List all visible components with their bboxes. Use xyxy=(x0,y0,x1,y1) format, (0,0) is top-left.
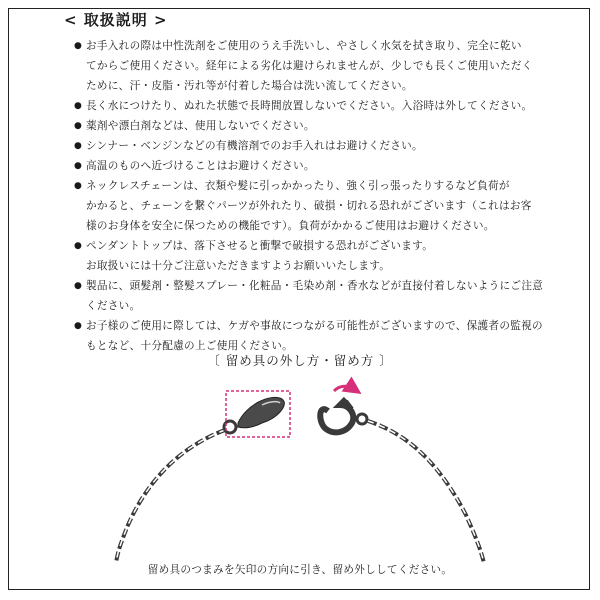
instruction-line: てからご使用ください。経年による劣化は避けられませんが、少しでも長くご使用いただく xyxy=(86,60,533,72)
clasp-heading: 〔 留め具の外し方・留め方 〕 xyxy=(207,353,393,368)
instruction-item xyxy=(74,236,544,276)
clasp-illustration xyxy=(0,375,600,565)
page-title: < 取扱説明 > xyxy=(64,11,168,29)
bullet-icon: ● xyxy=(74,181,83,191)
arrow-icon xyxy=(334,386,354,391)
instruction-line: 薬剤や漂白剤などは、使用しないでください。 xyxy=(86,120,315,132)
instruction-line: ペンダントトップは、落下させると衝撃で破損する恐れがございます。 xyxy=(86,240,434,252)
bullet-icon: ● xyxy=(74,241,83,251)
bullet-icon: ● xyxy=(74,321,83,331)
bullet-icon: ● xyxy=(74,121,83,131)
instruction-line: ために、汗・皮脂・汚れ等が付着した場合は洗い流してください。 xyxy=(86,80,413,92)
instruction-line: お取扱いには十分ご注意いただきますようお願いいたします。 xyxy=(86,260,391,272)
instruction-item xyxy=(74,136,544,156)
instruction-line: ください。 xyxy=(86,300,141,312)
bullet-icon: ● xyxy=(74,41,83,51)
instruction-item xyxy=(74,116,544,136)
instruction-item xyxy=(74,176,544,236)
instruction-line: 高温のものへ近づけることはお避けください。 xyxy=(86,160,315,172)
right-clasp xyxy=(320,399,367,432)
instruction-item xyxy=(74,316,544,356)
instruction-line: 長く水につけたり、ぬれた状態で長時間放置しないでください。入浴時は外してください。 xyxy=(86,100,533,112)
instruction-line: かかると、チェーンを繋ぐパーツが外れたり、破損・切れる恐れがございます（これはお客 xyxy=(86,200,532,212)
instruction-line: 製品に、頭髪剤・整髪スプレー・化粧品・毛染め剤・香水などが直接付着しないようにご注意 xyxy=(86,280,544,292)
bullet-icon: ● xyxy=(74,101,83,111)
bullet-icon: ● xyxy=(74,141,83,151)
bullet-icon: ● xyxy=(74,161,83,171)
instruction-item xyxy=(74,36,544,96)
right-chain xyxy=(368,421,484,563)
bullet-icon: ● xyxy=(74,281,83,291)
instruction-item xyxy=(74,156,544,176)
instruction-item xyxy=(74,96,544,116)
instruction-line: ネックレスチェーンは、衣類や髪に引っかかったり、強く引っ張ったりするなど負荷が xyxy=(86,180,510,192)
care-instructions-list xyxy=(74,36,544,356)
instruction-line: お子様のご使用に際しては、ケガや事故につながる可能性がございますので、保護者の監視の xyxy=(86,320,543,332)
instruction-line: 様のお身体を安全に保つための機能です）。負荷がかかるご使用はお避けください。 xyxy=(86,220,495,232)
instruction-item xyxy=(74,276,544,316)
left-chain xyxy=(116,430,225,563)
instruction-line: お手入れの際は中性洗剤をご使用のうえ手洗いし、やさしく水気を拭き取り、完全に乾い xyxy=(86,40,522,52)
instruction-line: シンナー・ベンジンなどの有機溶剤でのお手入れはお避けください。 xyxy=(86,140,423,152)
clasp-caption: 留め具のつまみを矢印の方向に引き、留め外ししてください。 xyxy=(147,564,453,576)
instruction-line: もとなど、十分配慮の上ご使用ください。 xyxy=(86,340,293,352)
left-clasp xyxy=(224,397,284,433)
